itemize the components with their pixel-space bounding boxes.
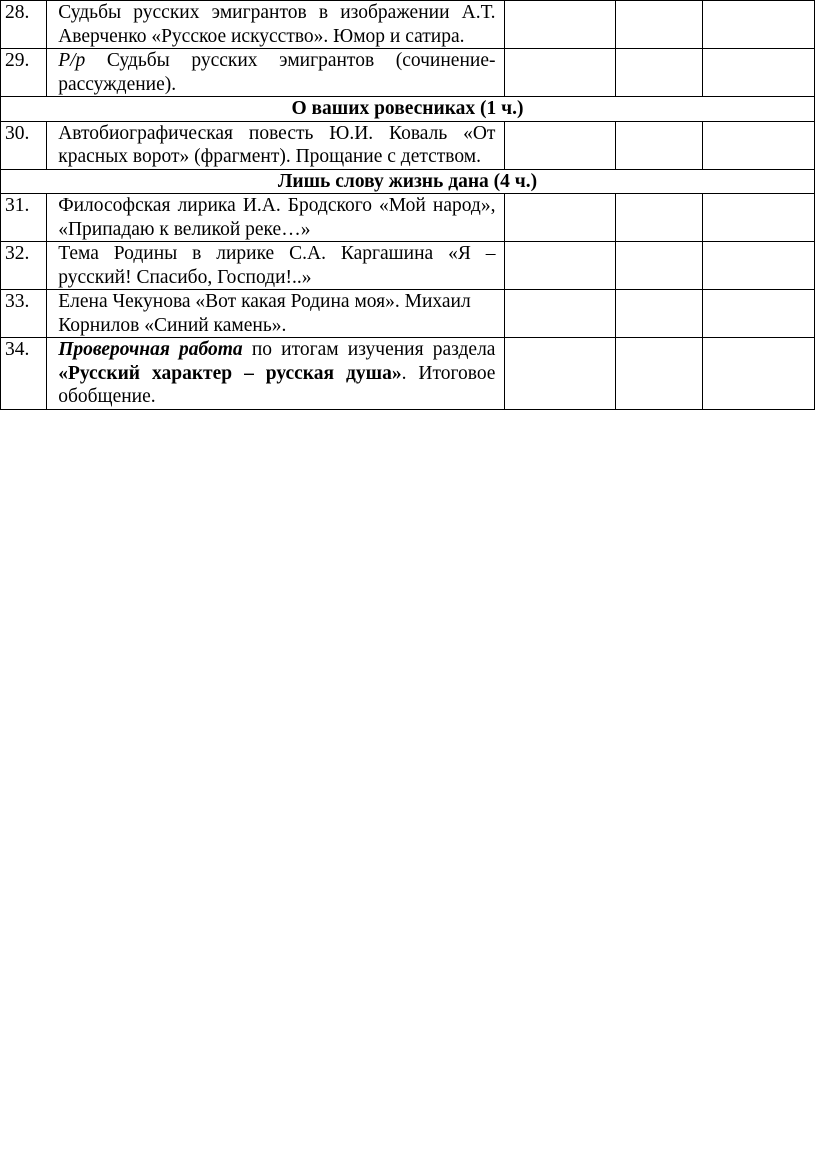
lesson-topic: Автобиографическая повесть Ю.И. Коваль «От красных ворот» (фрагмент). Прощание с детством. (47, 121, 505, 169)
table-row (1, 290, 815, 338)
section-title: Лишь слову жизнь дана (4 ч.) (1, 169, 815, 194)
lesson-plan-table (0, 0, 815, 410)
empty-cell (703, 338, 815, 410)
lesson-topic-section-name: «Русский характер – русская душа» (58, 362, 402, 384)
table-row (1, 194, 815, 242)
section-title: О ваших ровесниках (1 ч.) (1, 97, 815, 122)
empty-cell (505, 49, 616, 97)
lesson-number: 31. (1, 194, 47, 242)
empty-cell (505, 242, 616, 290)
empty-cell (616, 194, 703, 242)
table-row (1, 49, 815, 97)
empty-cell (703, 49, 815, 97)
empty-cell (703, 1, 815, 49)
lesson-topic: Тема Родины в лирике С.А. Каргашина «Я – русский! Спасибо, Господи!..» (47, 242, 505, 290)
empty-cell (616, 49, 703, 97)
lesson-topic-text: Судьбы русских эмигрантов (сочинение-рассуждение). (58, 50, 496, 95)
lesson-number: 29. (1, 49, 47, 97)
table-row (1, 1, 815, 49)
lesson-topic: Судьбы русских эмигрантов в изображении А.Т. Аверченко «Русское искусство». Юмор и сатира. (47, 1, 505, 49)
lesson-topic-text-end: . Итоговое обобщение. (58, 362, 496, 407)
lesson-topic-emphasis: Проверочная работа (58, 339, 243, 360)
empty-cell (703, 121, 815, 169)
lesson-topic: Елена Чекунова «Вот какая Родина моя». Михаил Корнилов «Синий камень». (47, 290, 505, 338)
lesson-topic: Философская лирика И.А. Бродского «Мой народ», «Припадаю к великой реке…» (47, 194, 505, 242)
empty-cell (505, 290, 616, 338)
lesson-topic (47, 338, 505, 410)
empty-cell (505, 121, 616, 169)
table-row (1, 242, 815, 290)
lesson-number: 33. (1, 290, 47, 338)
lesson-topic-text: по итогам изучения раздела (242, 339, 496, 360)
lesson-topic (47, 49, 505, 97)
empty-cell (616, 121, 703, 169)
empty-cell (703, 290, 815, 338)
lesson-number: 32. (1, 242, 47, 290)
section-header-row (1, 169, 815, 194)
empty-cell (616, 290, 703, 338)
lesson-topic-prefix: Р/р (58, 50, 86, 71)
lesson-number: 30. (1, 121, 47, 169)
section-header-row (1, 97, 815, 122)
table-row (1, 121, 815, 169)
empty-cell (616, 1, 703, 49)
empty-cell (505, 1, 616, 49)
table-row (1, 338, 815, 410)
empty-cell (505, 194, 616, 242)
empty-cell (703, 194, 815, 242)
empty-cell (616, 242, 703, 290)
lesson-number: 28. (1, 1, 47, 49)
lesson-number: 34. (1, 338, 47, 410)
empty-cell (703, 242, 815, 290)
empty-cell (616, 338, 703, 410)
empty-cell (505, 338, 616, 410)
